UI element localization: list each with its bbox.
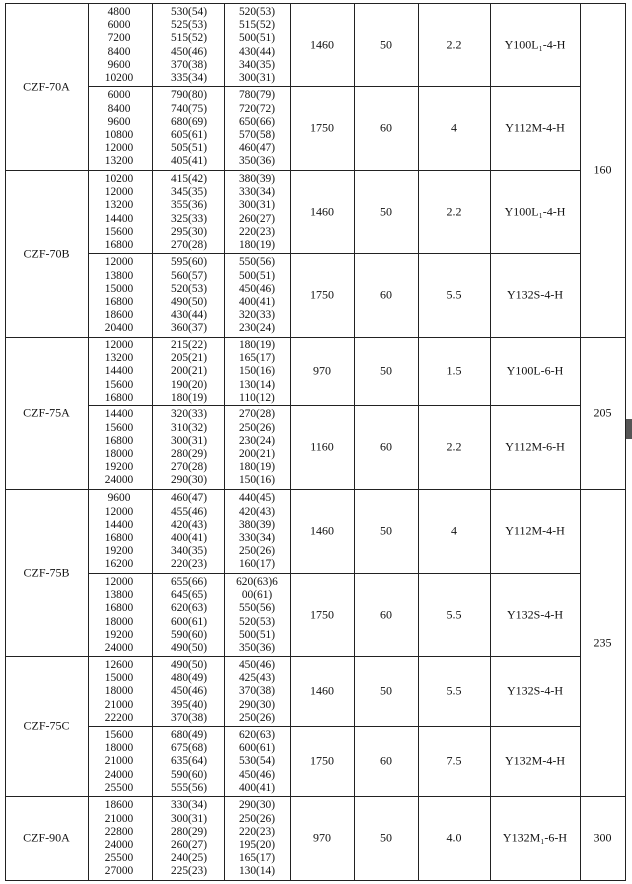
- pressure-full-list: [154, 256, 224, 335]
- pressure-value: 455(46): [170, 505, 208, 518]
- pressure-value: 310(32): [170, 421, 208, 434]
- pressure-value: 415(42): [170, 172, 208, 185]
- flow-value: 4800: [107, 5, 131, 18]
- last-column-value: 160: [593, 162, 612, 177]
- flow-value: 22200: [104, 711, 134, 724]
- pressure-value: 250(26): [238, 711, 276, 724]
- grid-hline: [88, 86, 581, 87]
- pressure-value: 460(47): [170, 492, 208, 505]
- pressure-value: 450(46): [170, 45, 208, 58]
- pressure-value: 320(33): [238, 309, 276, 322]
- pressure-value: 350(36): [238, 155, 276, 168]
- pressure-value: 290(30): [238, 799, 276, 812]
- grid-hline: [88, 253, 581, 254]
- frequency-value: 50: [380, 204, 392, 218]
- flow-value: 16800: [104, 532, 134, 544]
- page-edge-marker: [626, 419, 632, 439]
- flow-value: 16200: [104, 558, 134, 571]
- pressure-full-list: [154, 6, 224, 85]
- pressure-low-list: [226, 339, 288, 405]
- pressure-low-list: [226, 576, 288, 655]
- flow-value: 21000: [104, 812, 134, 825]
- pressure-value: 400(41): [238, 296, 276, 308]
- pressure-value: 290(30): [238, 698, 276, 711]
- flow-value: 16800: [104, 434, 134, 447]
- pressure-value: 515(52): [238, 19, 276, 32]
- flow-value: 13800: [104, 269, 134, 282]
- grid-vline: [152, 3, 153, 880]
- frequency-value: 50: [380, 363, 392, 378]
- model-name: CZF-75B: [23, 565, 70, 579]
- model-name: CZF-70B: [23, 246, 70, 260]
- pressure-value: 250(26): [238, 812, 276, 825]
- pressure-low-list: [226, 6, 288, 85]
- flow-value: 24000: [104, 474, 134, 487]
- pressure-value: 350(36): [238, 641, 276, 654]
- power-value: 2.2: [446, 439, 462, 454]
- pressure-low-list: [226, 89, 288, 168]
- flow-value: 19200: [104, 628, 134, 641]
- pressure-full-list: [154, 89, 224, 168]
- pressure-value: 330(34): [238, 186, 276, 199]
- flow-value: 15600: [104, 729, 134, 741]
- pressure-full-list: [154, 408, 224, 487]
- pressure-value: 280(29): [170, 825, 208, 838]
- flow-value: 13200: [104, 199, 134, 212]
- speed-value: 970: [313, 830, 331, 845]
- pressure-value: 600(61): [238, 742, 276, 755]
- flow-value: 15000: [104, 282, 134, 295]
- pressure-value: 340(35): [238, 58, 276, 71]
- pressure-value: 165(17): [238, 852, 276, 865]
- pressure-value: 550(56): [238, 602, 276, 615]
- pressure-value: 180(19): [238, 461, 276, 474]
- pressure-value: 525(53): [170, 19, 208, 32]
- grid-hline: [88, 726, 581, 727]
- pressure-value: 790(80): [170, 89, 208, 102]
- pressure-low-list: [226, 492, 288, 571]
- last-column-value: 235: [593, 635, 612, 649]
- flow-list: [88, 173, 150, 252]
- grid-vline: [580, 3, 581, 880]
- pressure-value: 420(43): [238, 505, 276, 518]
- flow-value: 22800: [104, 825, 134, 838]
- pressure-value: 220(23): [238, 825, 276, 838]
- flow-value: 16800: [104, 391, 134, 404]
- pressure-value: 270(28): [170, 461, 208, 474]
- pressure-value: 230(24): [238, 322, 276, 335]
- pressure-value: 590(60): [170, 628, 208, 641]
- pressure-value: 530(54): [170, 5, 208, 18]
- frequency-value: 50: [380, 523, 392, 538]
- flow-value: 10800: [104, 129, 134, 141]
- grid-hline: [5, 337, 626, 338]
- pressure-low-list: [226, 256, 288, 335]
- pressure-value: 205(21): [170, 352, 208, 365]
- pressure-value: 450(46): [238, 768, 276, 781]
- grid-hline: [5, 489, 626, 490]
- pressure-value: 420(43): [170, 518, 208, 531]
- pressure-low-list: [226, 659, 288, 725]
- pressure-value: 500(51): [238, 269, 276, 282]
- flow-value: 16800: [104, 296, 134, 308]
- motor-model: Y100L-6-H: [506, 363, 564, 378]
- grid-hline: [5, 880, 626, 881]
- power-value: 5.5: [446, 607, 462, 621]
- flow-value: 8400: [107, 45, 131, 58]
- pressure-value: 290(30): [170, 474, 208, 487]
- pressure-value: 490(50): [170, 641, 208, 654]
- pressure-value: 160(17): [238, 558, 276, 571]
- pressure-value: 270(28): [238, 408, 276, 421]
- pressure-low-list: [226, 173, 288, 252]
- motor-model: Y112M-4-H: [505, 120, 565, 135]
- pressure-value: 330(34): [170, 799, 208, 812]
- speed-value: 1750: [310, 607, 334, 621]
- grid-vline: [5, 3, 6, 880]
- power-value: 5.5: [446, 683, 462, 698]
- speed-value: 1750: [310, 753, 334, 768]
- pressure-value: 380(39): [238, 172, 276, 185]
- power-value: 4: [451, 120, 457, 135]
- pressure-value: 250(26): [238, 421, 276, 434]
- pressure-value: 335(34): [170, 71, 208, 84]
- motor-model: Y132S-4-H: [507, 287, 563, 302]
- grid-hline: [88, 405, 581, 406]
- flow-value: 21000: [104, 755, 134, 768]
- pressure-value: 515(52): [170, 32, 208, 45]
- flow-value: 14400: [104, 518, 134, 531]
- motor-model: Y100L₁-4-H: [504, 37, 566, 51]
- power-value: 2.2: [446, 204, 462, 218]
- pressure-value: 250(26): [238, 545, 276, 558]
- pressure-value: 425(43): [238, 672, 276, 685]
- pressure-full-list: [154, 729, 224, 795]
- flow-value: 12600: [104, 659, 134, 671]
- pressure-value: 605(61): [170, 129, 208, 141]
- pressure-value: 550(56): [238, 256, 276, 269]
- pressure-value: 520(53): [238, 5, 276, 18]
- flow-list: [88, 256, 150, 335]
- pressure-full-list: [154, 492, 224, 571]
- motor-model: Y132S-4-H: [507, 607, 563, 621]
- pressure-full-list: [154, 659, 224, 725]
- flow-value: 25500: [104, 781, 134, 794]
- pressure-value: 230(24): [238, 434, 276, 447]
- frequency-value: 50: [380, 830, 392, 845]
- pressure-value: 330(34): [238, 532, 276, 544]
- model-name: CZF-75A: [23, 405, 70, 420]
- pressure-value: 620(63): [170, 602, 208, 615]
- flow-value: 14400: [104, 408, 134, 421]
- flow-value: 13800: [104, 589, 134, 602]
- pressure-value: 620(63)6: [236, 575, 278, 588]
- pressure-value: 405(41): [170, 155, 208, 168]
- pressure-value: 595(60): [170, 256, 208, 269]
- power-value: 4.0: [446, 830, 462, 845]
- flow-value: 12000: [104, 142, 134, 155]
- speed-value: 970: [313, 363, 331, 378]
- pressure-value: 150(16): [238, 365, 276, 378]
- pressure-full-list: [154, 173, 224, 252]
- grid-hline: [5, 3, 625, 4]
- speed-value: 1750: [310, 120, 334, 135]
- pressure-value: 635(64): [170, 755, 208, 768]
- speed-value: 1750: [310, 287, 334, 302]
- model-name: CZF-90A: [23, 830, 70, 845]
- flow-list: [88, 89, 150, 168]
- speed-value: 1460: [310, 204, 334, 218]
- flow-value: 18000: [104, 685, 134, 698]
- flow-value: 16800: [104, 238, 134, 251]
- pressure-value: 590(60): [170, 768, 208, 781]
- motor-model: Y132M-4-H: [505, 753, 565, 768]
- pressure-value: 180(19): [170, 391, 208, 404]
- motor-model: Y112M-6-H: [505, 439, 565, 454]
- pressure-value: 195(20): [238, 839, 276, 851]
- pressure-value: 570(58): [238, 129, 276, 141]
- pressure-value: 00(61): [241, 589, 273, 602]
- frequency-value: 60: [380, 607, 392, 621]
- pressure-value: 740(75): [170, 102, 208, 115]
- pressure-value: 520(53): [238, 615, 276, 628]
- last-column-value: 205: [593, 405, 612, 420]
- pressure-value: 180(19): [238, 238, 276, 251]
- pressure-value: 130(14): [238, 378, 276, 391]
- flow-value: 14400: [104, 365, 134, 378]
- motor-model: Y100L₁-4-H: [504, 204, 566, 218]
- pressure-value: 400(41): [170, 532, 208, 544]
- pressure-value: 500(51): [238, 628, 276, 641]
- pressure-value: 480(49): [170, 672, 208, 685]
- pressure-value: 620(63): [238, 729, 276, 741]
- flow-value: 15000: [104, 672, 134, 685]
- pressure-value: 430(44): [170, 309, 208, 322]
- flow-value: 9600: [107, 115, 131, 128]
- frequency-value: 60: [380, 120, 392, 135]
- flow-list: [88, 408, 150, 487]
- pressure-value: 360(37): [170, 322, 208, 335]
- flow-list: [88, 576, 150, 655]
- pressure-value: 340(35): [170, 545, 208, 558]
- flow-value: 19200: [104, 545, 134, 558]
- pressure-value: 440(45): [238, 492, 276, 505]
- frequency-value: 60: [380, 287, 392, 302]
- pressure-value: 505(51): [170, 142, 208, 155]
- pressure-value: 320(33): [170, 408, 208, 421]
- pressure-full-list: [154, 799, 224, 878]
- pressure-value: 220(23): [238, 225, 276, 238]
- pressure-value: 150(16): [238, 474, 276, 487]
- flow-value: 27000: [104, 865, 134, 878]
- flow-value: 8400: [107, 102, 131, 115]
- speed-value: 1160: [310, 439, 334, 454]
- model-name: CZF-75C: [23, 718, 70, 733]
- pressure-value: 300(31): [238, 199, 276, 212]
- pressure-value: 530(54): [238, 755, 276, 768]
- flow-value: 13200: [104, 155, 134, 168]
- pressure-value: 370(38): [170, 711, 208, 724]
- pressure-value: 555(56): [170, 781, 208, 794]
- flow-value: 21000: [104, 698, 134, 711]
- pressure-value: 240(25): [170, 852, 208, 865]
- flow-value: 9600: [107, 58, 131, 71]
- pressure-value: 680(49): [170, 729, 208, 741]
- pressure-full-list: [154, 576, 224, 655]
- pressure-value: 345(35): [170, 186, 208, 199]
- pressure-value: 190(20): [170, 378, 208, 391]
- pressure-value: 450(46): [238, 659, 276, 671]
- pressure-value: 370(38): [170, 58, 208, 71]
- flow-value: 19200: [104, 461, 134, 474]
- pressure-value: 225(23): [170, 865, 208, 878]
- flow-value: 12000: [104, 505, 134, 518]
- pressure-value: 200(21): [238, 448, 276, 460]
- flow-value: 18600: [104, 799, 134, 812]
- pressure-value: 400(41): [238, 781, 276, 794]
- pressure-value: 165(17): [238, 352, 276, 365]
- flow-value: 18000: [104, 742, 134, 755]
- pressure-value: 680(69): [170, 115, 208, 128]
- flow-value: 9600: [107, 492, 131, 505]
- pressure-value: 560(57): [170, 269, 208, 282]
- flow-value: 10200: [104, 172, 134, 185]
- power-value: 2.2: [446, 37, 462, 51]
- frequency-value: 50: [380, 37, 392, 51]
- pressure-value: 650(66): [238, 115, 276, 128]
- flow-list: [88, 729, 150, 795]
- flow-value: 12000: [104, 186, 134, 199]
- frequency-value: 50: [380, 683, 392, 698]
- flow-value: 18600: [104, 309, 134, 322]
- pressure-value: 260(27): [238, 212, 276, 225]
- grid-hline: [5, 170, 581, 171]
- pressure-value: 300(31): [170, 812, 208, 825]
- flow-value: 16800: [104, 602, 134, 615]
- grid-hline: [5, 796, 626, 797]
- flow-value: 24000: [104, 641, 134, 654]
- pressure-value: 450(46): [170, 685, 208, 698]
- flow-list: [88, 799, 150, 878]
- pressure-low-list: [226, 799, 288, 878]
- pressure-value: 110(12): [239, 391, 275, 404]
- pressure-value: 260(27): [170, 839, 208, 851]
- pressure-value: 215(22): [170, 339, 208, 351]
- pressure-value: 675(68): [170, 742, 208, 755]
- pressure-value: 600(61): [170, 615, 208, 628]
- flow-value: 7200: [107, 32, 131, 45]
- motor-model: Y132M₁-6-H: [502, 830, 568, 845]
- power-value: 5.5: [446, 287, 462, 302]
- flow-value: 18000: [104, 615, 134, 628]
- motor-model: Y132S-4-H: [507, 683, 563, 698]
- flow-value: 14400: [104, 212, 134, 225]
- pressure-value: 655(66): [170, 575, 208, 588]
- pressure-value: 325(33): [170, 212, 208, 225]
- flow-value: 15600: [104, 225, 134, 238]
- flow-list: [88, 492, 150, 571]
- flow-list: [88, 659, 150, 725]
- power-value: 7.5: [446, 753, 462, 768]
- frequency-value: 60: [380, 753, 392, 768]
- flow-value: 12000: [104, 256, 134, 269]
- pressure-value: 395(40): [170, 698, 208, 711]
- model-name: CZF-70A: [23, 79, 70, 93]
- last-column-value: 300: [593, 830, 612, 845]
- pressure-value: 180(19): [238, 339, 276, 351]
- speed-value: 1460: [310, 683, 334, 698]
- grid-vline: [224, 3, 225, 880]
- flow-value: 18000: [104, 448, 134, 460]
- power-value: 4: [451, 523, 457, 538]
- pressure-value: 430(44): [238, 45, 276, 58]
- pressure-value: 370(38): [238, 685, 276, 698]
- flow-value: 25500: [104, 852, 134, 865]
- flow-value: 15600: [104, 378, 134, 391]
- pressure-value: 295(30): [170, 225, 208, 238]
- pressure-value: 780(79): [238, 89, 276, 102]
- flow-value: 15600: [104, 421, 134, 434]
- flow-value: 6000: [107, 19, 131, 32]
- pressure-full-list: [154, 339, 224, 405]
- pressure-value: 720(72): [238, 102, 276, 115]
- pressure-low-list: [226, 729, 288, 795]
- speed-value: 1460: [310, 523, 334, 538]
- pressure-value: 130(14): [238, 865, 276, 878]
- pressure-value: 490(50): [170, 659, 208, 671]
- pressure-value: 500(51): [238, 32, 276, 45]
- speed-value: 1460: [310, 37, 334, 51]
- flow-list: [88, 6, 150, 85]
- pressure-value: 280(29): [170, 448, 208, 460]
- pressure-value: 200(21): [170, 365, 208, 378]
- pressure-value: 220(23): [170, 558, 208, 571]
- grid-vline: [625, 3, 626, 880]
- pressure-value: 300(31): [170, 434, 208, 447]
- pressure-value: 520(53): [170, 282, 208, 295]
- flow-value: 12000: [104, 339, 134, 351]
- pressure-value: 355(36): [170, 199, 208, 212]
- pressure-value: 270(28): [170, 238, 208, 251]
- grid-hline: [88, 573, 581, 574]
- flow-value: 24000: [104, 768, 134, 781]
- pressure-low-list: [226, 408, 288, 487]
- flow-value: 20400: [104, 322, 134, 335]
- flow-list: [88, 339, 150, 405]
- grid-hline: [5, 656, 581, 657]
- flow-value: 6000: [107, 89, 131, 102]
- frequency-value: 60: [380, 439, 392, 454]
- pressure-value: 300(31): [238, 71, 276, 84]
- pressure-value: 450(46): [238, 282, 276, 295]
- flow-value: 10200: [104, 71, 134, 84]
- pressure-value: 380(39): [238, 518, 276, 531]
- pressure-value: 460(47): [238, 142, 276, 155]
- flow-value: 12000: [104, 575, 134, 588]
- flow-value: 13200: [104, 352, 134, 365]
- pressure-value: 645(65): [170, 589, 208, 602]
- pressure-value: 490(50): [170, 296, 208, 308]
- motor-model: Y112M-4-H: [505, 523, 565, 538]
- power-value: 1.5: [446, 363, 462, 378]
- flow-value: 24000: [104, 839, 134, 851]
